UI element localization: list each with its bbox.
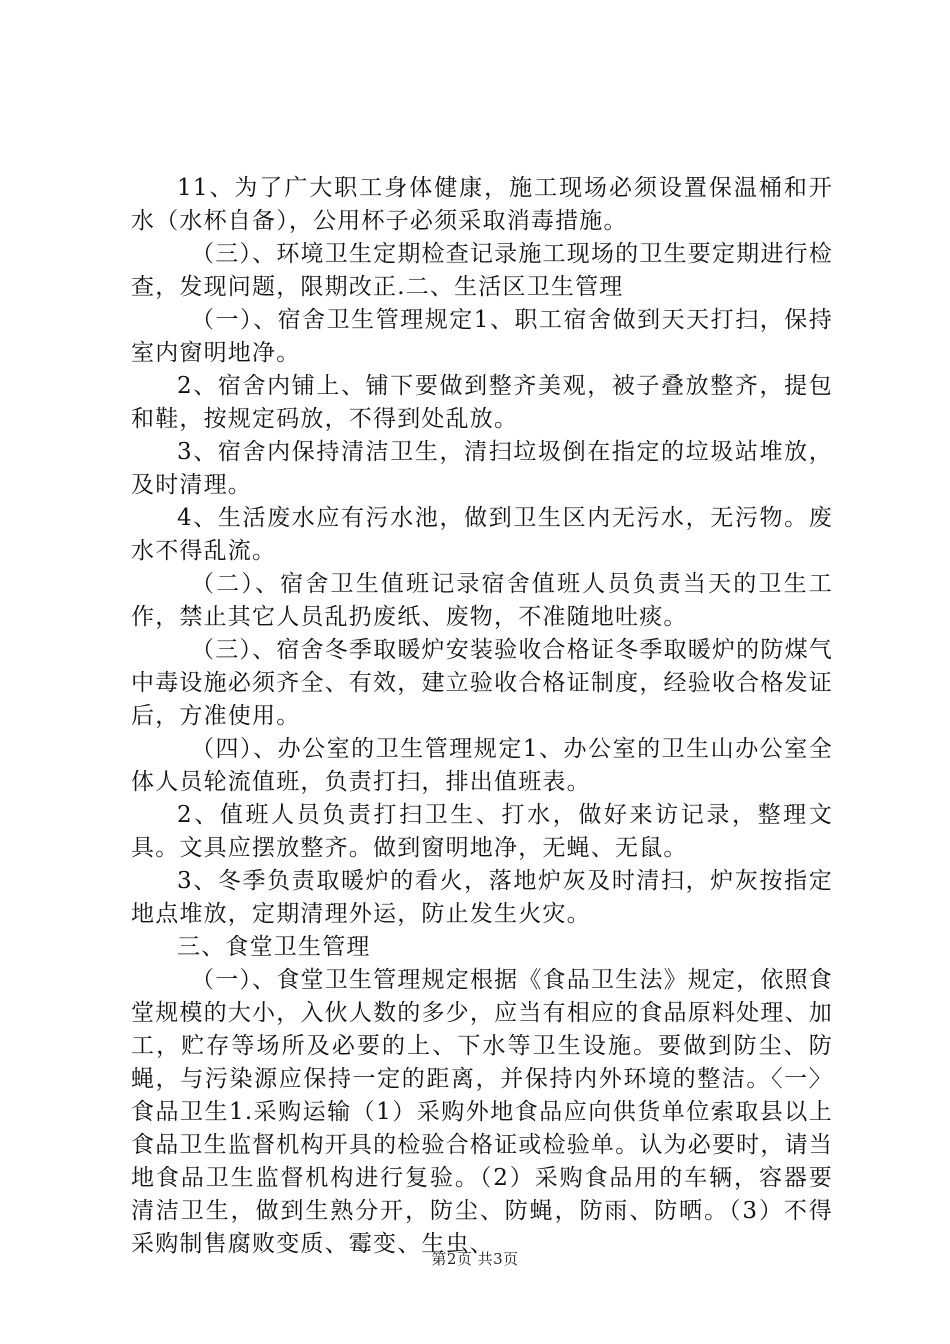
paragraph-canteen-rules: （一）、食堂卫生管理规定根据《食品卫生法》规定，依照食堂规模的大小，入伙人数的多少，应当有相应的食品原料处理、加工，贮存等场所及必要的上、下水等卫生设施。要做到防尘、防蝇，与污染源应保持一定的距离，并保持内外环境的整洁。〈一〉食品卫生1.采购运输（1）采购外地食品应向供货单位索取县以上食品卫生监督机构开具的检验合格证或检验单。认为必要时，请当地食品卫生监督机构进行复验。（2）采购食品用的车辆，容器要清洁卫生，做到生熟分开，防尘、防蝇，防雨、防晒。（3）不得采购制售腐败变质、霉变、生虫、 (131, 967, 833, 1257)
paragraph-dormitory-duty: （二）、宿舍卫生值班记录宿舍值班人员负责当天的卫生工作，禁止其它人员乱扔废纸、废物，不准随地吐痰。 (131, 571, 833, 630)
paragraph-dormitory-beds: 2、宿舍内铺上、铺下要做到整齐美观，被子叠放整齐，提包和鞋，按规定码放，不得到处乱放。 (131, 373, 833, 432)
document-body (131, 172, 833, 1261)
paragraph-dormitory-cleaning: 3、宿舍内保持清洁卫生，清扫垃圾倒在指定的垃圾站堆放，及时清理。 (131, 439, 833, 498)
paragraph-waste-water: 4、生活废水应有污水池，做到卫生区内无污水，无污物。废水不得乱流。 (131, 505, 833, 564)
paragraph-environment-inspection: （三）、环境卫生定期检查记录施工现场的卫生要定期进行检查，发现问题，限期改正.二、生活区卫生管理 (131, 241, 833, 300)
paragraph-heating-stove: （三）、宿舍冬季取暖炉安装验收合格证冬季取暖炉的防煤气中毒设施必须齐全、有效，建立验收合格证制度，经验收合格发证后，方准使用。 (131, 637, 833, 729)
paragraph-office-rules: （四）、办公室的卫生管理规定1、办公室的卫生山办公室全体人员轮流值班，负责打扫，排出值班表。 (131, 736, 833, 795)
page-number-footer: 第2页 共3页 (431, 1250, 519, 1268)
paragraph-drinking-water: 11、为了广大职工身体健康，施工现场必须设置保温桶和开水（水杯自备），公用杯子必须采取消毒措施。 (131, 175, 833, 234)
paragraph-office-duty: 2、值班人员负责打扫卫生、打水，做好来访记录，整理文具。文具应摆放整齐。做到窗明地净，无蝇、无鼠。 (131, 802, 833, 861)
paragraph-winter-stove: 3、冬季负责取暖炉的看火，落地炉灰及时清扫，炉灰按指定地点堆放，定期清理外运，防止发生火灾。 (131, 868, 833, 927)
section-heading-canteen: 三、食堂卫生管理 (177, 934, 371, 960)
paragraph-dormitory-rules: （一）、宿舍卫生管理规定1、职工宿舍做到天天打扫，保持室内窗明地净。 (131, 307, 833, 366)
